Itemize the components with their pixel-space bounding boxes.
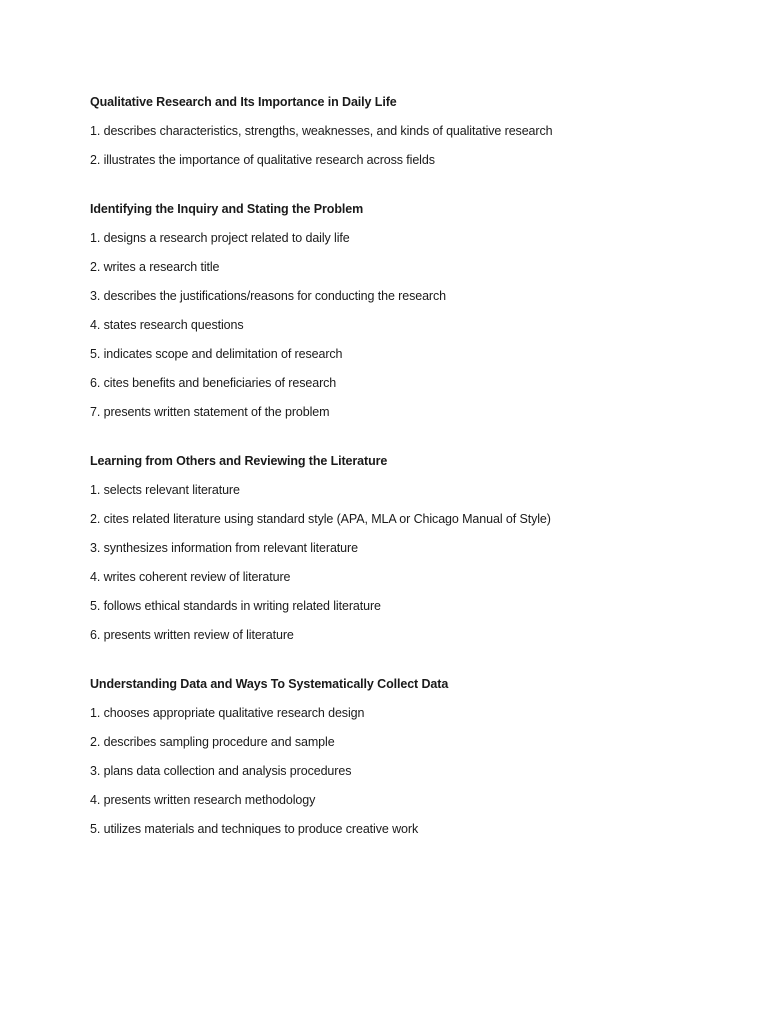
competency-list [90,121,730,170]
list-item: 4. presents written research methodology [90,793,316,807]
section-understanding-data [90,674,730,839]
list-item: 6. presents written review of literature [90,628,294,642]
section-reviewing-literature [90,451,730,645]
list-item: 2. describes sampling procedure and sample [90,735,335,749]
list-item: 1. chooses appropriate qualitative research design [90,706,365,720]
list-item: 3. describes the justifications/reasons for conducting the research [90,289,446,303]
competency-list [90,480,730,645]
list-item: 3. synthesizes information from relevant literature [90,541,358,555]
section-heading: Understanding Data and Ways To Systematically Collect Data [90,677,449,691]
list-item: 7. presents written statement of the problem [90,405,330,419]
section-identifying-inquiry [90,199,730,422]
list-item: 2. writes a research title [90,260,220,274]
list-item: 1. designs a research project related to daily life [90,231,350,245]
list-item: 4. states research questions [90,318,244,332]
section-heading: Qualitative Research and Its Importance in Daily Life [90,95,397,109]
list-item: 5. follows ethical standards in writing related literature [90,599,381,613]
competency-list [90,228,730,422]
list-item: 1. selects relevant literature [90,483,240,497]
list-item: 1. describes characteristics, strengths, weaknesses, and kinds of qualitative research [90,124,553,138]
list-item: 5. indicates scope and delimitation of research [90,347,343,361]
section-heading: Learning from Others and Reviewing the Literature [90,454,388,468]
list-item: 4. writes coherent review of literature [90,570,291,584]
list-item: 6. cites benefits and beneficiaries of research [90,376,337,390]
list-item: 5. utilizes materials and techniques to produce creative work [90,822,419,836]
section-qualitative-research [90,92,730,170]
section-heading: Identifying the Inquiry and Stating the Problem [90,202,364,216]
list-item: 2. illustrates the importance of qualitative research across fields [90,153,435,167]
competency-list [90,703,730,839]
list-item: 2. cites related literature using standard style (APA, MLA or Chicago Manual of Style) [90,512,551,526]
document-page [90,92,730,839]
list-item: 3. plans data collection and analysis procedures [90,764,352,778]
